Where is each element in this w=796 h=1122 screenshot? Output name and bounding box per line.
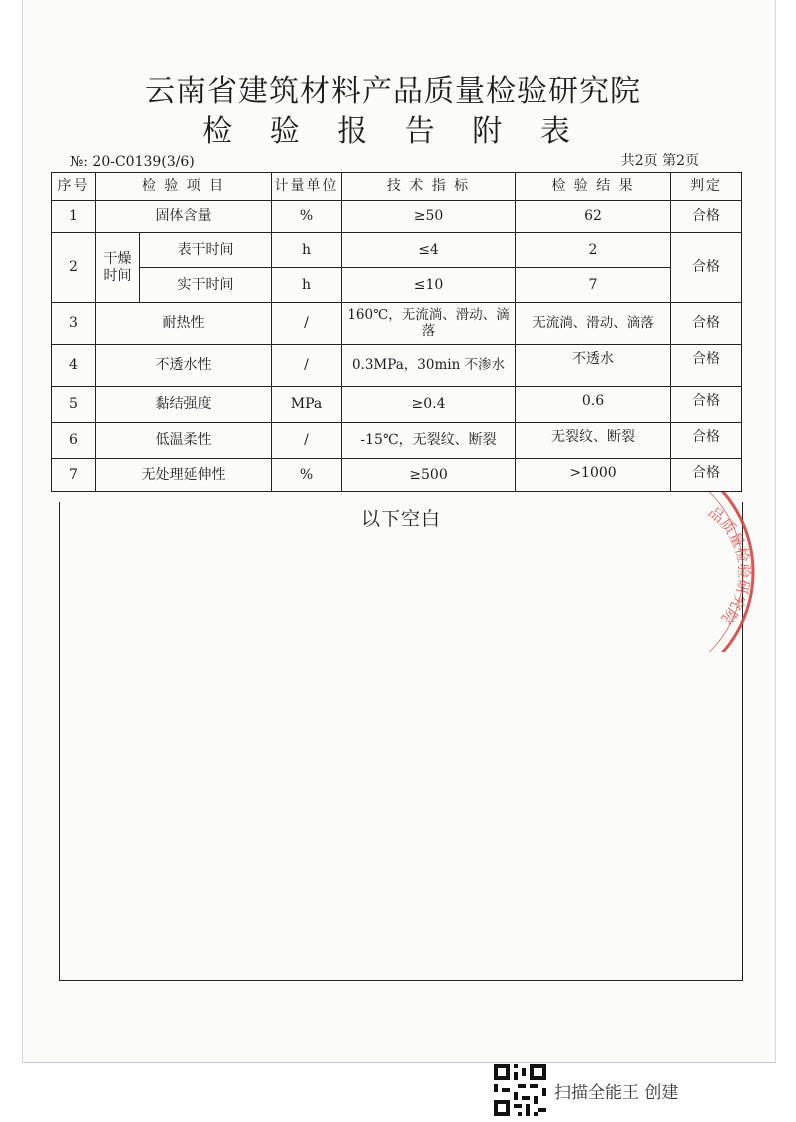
col-header-spec: 技 术 指 标 bbox=[342, 173, 516, 201]
row-result: >1000 bbox=[516, 459, 671, 492]
table-row bbox=[52, 233, 742, 268]
col-header-no: 序号 bbox=[52, 173, 96, 201]
row-verdict: 合格 bbox=[671, 303, 742, 345]
seal-text: 品质量检验研究院 bbox=[704, 503, 754, 628]
row-item: 黏结强度 bbox=[96, 387, 272, 423]
document-number: №: 20-C0139(3/6) bbox=[70, 154, 195, 170]
row-spec: ≤10 bbox=[342, 268, 516, 303]
table-header-row bbox=[52, 173, 742, 201]
table-row bbox=[52, 423, 742, 459]
row-verdict: 合格 bbox=[671, 423, 742, 459]
row-unit: % bbox=[272, 459, 342, 492]
row-no: 1 bbox=[52, 201, 96, 233]
row-group: 干燥 时间 bbox=[96, 233, 140, 303]
row-result: 7 bbox=[516, 268, 671, 303]
row-result: 不透水 bbox=[516, 345, 671, 387]
row-spec: 160℃，无流淌、滑动、滴落 bbox=[342, 303, 516, 345]
row-no: 5 bbox=[52, 387, 96, 423]
row-no: 2 bbox=[52, 233, 96, 303]
table-row bbox=[52, 459, 742, 492]
institute-title: 云南省建筑材料产品质量检验研究院 bbox=[145, 74, 641, 109]
row-item: 实干时间 bbox=[140, 268, 272, 303]
row-unit: h bbox=[272, 233, 342, 268]
row-spec: ≥50 bbox=[342, 201, 516, 233]
col-header-verdict: 判定 bbox=[671, 173, 742, 201]
row-result: 无流淌、滑动、滴落 bbox=[516, 303, 671, 345]
row-spec: ≤4 bbox=[342, 233, 516, 268]
row-verdict: 合格 bbox=[671, 387, 742, 423]
scanner-watermark bbox=[494, 1062, 734, 1118]
table-row bbox=[52, 201, 742, 233]
blank-area bbox=[59, 502, 743, 981]
row-result: 0.6 bbox=[516, 387, 671, 423]
row-unit: h bbox=[272, 268, 342, 303]
row-item: 耐热性 bbox=[96, 303, 272, 345]
row-item: 低温柔性 bbox=[96, 423, 272, 459]
row-unit: / bbox=[272, 345, 342, 387]
row-spec: -15℃，无裂纹、断裂 bbox=[342, 423, 516, 459]
table-row bbox=[52, 303, 742, 345]
row-unit: % bbox=[272, 201, 342, 233]
row-verdict: 合格 bbox=[671, 345, 742, 387]
row-verdict: 合格 bbox=[671, 201, 742, 233]
page-info: 共2页 第2页 bbox=[620, 153, 699, 169]
col-header-result: 检 验 结 果 bbox=[516, 173, 671, 201]
col-header-item: 检 验 项 目 bbox=[96, 173, 272, 201]
row-item: 不透水性 bbox=[96, 345, 272, 387]
row-result: 62 bbox=[516, 201, 671, 233]
report-title: 检 验 报 告 附 表 bbox=[202, 114, 584, 149]
row-spec: 0.3MPa，30min 不渗水 bbox=[342, 345, 516, 387]
row-unit: / bbox=[272, 303, 342, 345]
row-item: 无处理延伸性 bbox=[96, 459, 272, 492]
row-no: 3 bbox=[52, 303, 96, 345]
scanner-label: 扫描全能王 创建 bbox=[554, 1083, 679, 1103]
row-result: 2 bbox=[516, 233, 671, 268]
table-row bbox=[52, 387, 742, 423]
col-header-unit: 计量单位 bbox=[272, 173, 342, 201]
row-item: 固体含量 bbox=[96, 201, 272, 233]
row-verdict: 合格 bbox=[671, 233, 742, 303]
row-no: 6 bbox=[52, 423, 96, 459]
row-spec: ≥0.4 bbox=[342, 387, 516, 423]
table-row bbox=[52, 268, 742, 303]
row-result: 无裂纹、断裂 bbox=[516, 423, 671, 459]
row-no: 7 bbox=[52, 459, 96, 492]
row-verdict: 合格 bbox=[671, 459, 742, 492]
row-item: 表干时间 bbox=[140, 233, 272, 268]
row-spec: ≥500 bbox=[342, 459, 516, 492]
row-unit: MPa bbox=[272, 387, 342, 423]
inspection-table bbox=[51, 172, 742, 492]
qr-code-icon bbox=[494, 1064, 546, 1116]
row-no: 4 bbox=[52, 345, 96, 387]
report-page bbox=[22, 0, 776, 1063]
inspection-table-wrapper bbox=[51, 172, 742, 492]
inspection-seal-stamp bbox=[685, 492, 771, 652]
row-unit: / bbox=[272, 423, 342, 459]
table-row bbox=[52, 345, 742, 387]
blank-below-note: 以下空白 bbox=[360, 508, 441, 530]
